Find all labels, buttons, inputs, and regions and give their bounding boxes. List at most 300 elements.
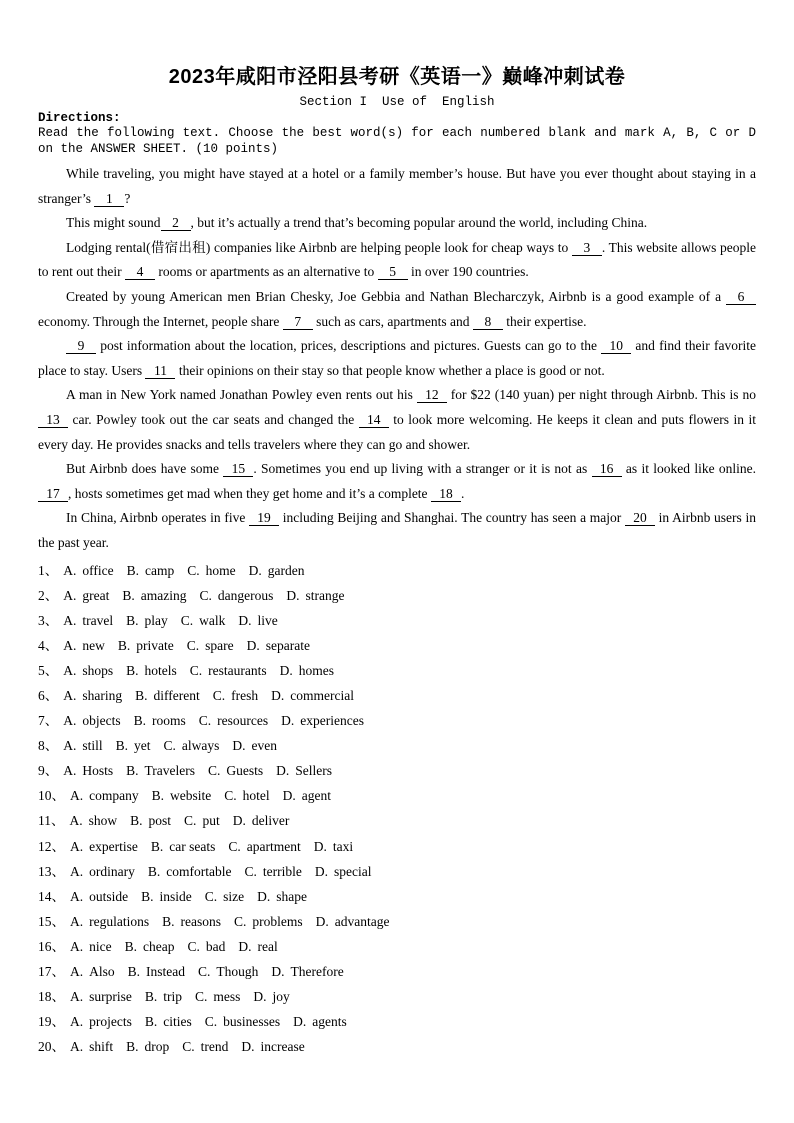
option-label: D.	[313, 838, 327, 854]
option-text: walk	[199, 612, 226, 628]
option-label: D.	[253, 989, 267, 1005]
option-text: even	[251, 738, 278, 754]
answer-option	[130, 813, 171, 828]
option-label: D.	[314, 863, 328, 879]
option-text: experiences	[300, 713, 364, 729]
answer-option	[70, 839, 138, 854]
option-text: put	[202, 813, 220, 829]
option-text: commercial	[290, 687, 354, 703]
answer-option	[247, 638, 310, 653]
question-list	[38, 558, 756, 1060]
option-text: company	[89, 788, 139, 804]
option-text: agent	[301, 788, 332, 804]
cloze-blank-8: 8	[473, 314, 503, 330]
option-text: trip	[163, 989, 183, 1005]
option-text: businesses	[223, 1014, 281, 1030]
answer-option	[228, 839, 300, 854]
option-text: rooms	[152, 713, 186, 729]
answer-option	[238, 939, 277, 954]
option-label: A.	[70, 1014, 84, 1030]
option-text: expertise	[89, 838, 138, 854]
option-label: B.	[144, 1014, 158, 1030]
question-row	[38, 758, 756, 783]
option-text: shift	[89, 1039, 114, 1055]
answer-option	[286, 588, 344, 603]
answer-option	[205, 1014, 280, 1029]
option-label: B.	[130, 813, 143, 829]
option-label: A.	[63, 687, 77, 703]
question-row	[38, 733, 756, 758]
question-row	[38, 608, 756, 633]
option-text: drop	[144, 1039, 170, 1055]
answer-option	[199, 588, 273, 603]
option-text: post	[148, 813, 172, 829]
option-text: size	[223, 888, 245, 904]
answer-option	[241, 1039, 304, 1054]
option-text: problems	[252, 913, 303, 929]
option-label: A.	[63, 713, 77, 729]
option-label: B.	[122, 587, 135, 603]
question-row	[38, 859, 756, 884]
option-label: A.	[63, 738, 77, 754]
question-number: 10、	[38, 788, 65, 804]
cloze-blank-11: 11	[145, 363, 175, 379]
option-label: B.	[147, 863, 161, 879]
option-label: A.	[70, 938, 84, 954]
option-label: D.	[246, 637, 260, 653]
option-label: A.	[63, 662, 77, 678]
option-label: D.	[276, 763, 290, 779]
question-number: 18、	[38, 989, 65, 1005]
option-text: real	[257, 938, 278, 954]
option-text: trend	[200, 1039, 229, 1055]
answer-option	[253, 989, 289, 1004]
question-number: 16、	[38, 938, 65, 954]
answer-option	[238, 613, 277, 628]
option-label: C.	[163, 738, 176, 754]
question-row	[38, 808, 756, 833]
answer-option	[244, 864, 301, 879]
option-text: objects	[82, 713, 121, 729]
option-label: A.	[70, 788, 84, 804]
option-label: A.	[63, 637, 77, 653]
option-text: new	[82, 637, 105, 653]
option-label: B.	[151, 788, 165, 804]
answer-option	[145, 989, 182, 1004]
option-label: C.	[199, 587, 212, 603]
option-label: D.	[286, 587, 300, 603]
answer-option	[233, 813, 290, 828]
cloze-blank-2: 2	[161, 215, 191, 231]
option-text: Hosts	[82, 763, 114, 779]
question-row	[38, 984, 756, 1009]
answer-option	[293, 1014, 347, 1029]
option-text: ordinary	[89, 863, 135, 879]
answer-option	[70, 989, 132, 1004]
option-text: show	[88, 813, 118, 829]
option-label: B.	[115, 738, 129, 754]
answer-option	[181, 613, 226, 628]
answer-option	[63, 613, 113, 628]
option-text: play	[144, 612, 168, 628]
option-text: increase	[260, 1039, 305, 1055]
answer-option	[70, 939, 112, 954]
answer-option	[122, 588, 186, 603]
answer-option	[128, 964, 185, 979]
option-text: camp	[145, 562, 175, 578]
option-label: B.	[117, 637, 131, 653]
option-label: B.	[126, 662, 139, 678]
answer-option	[182, 1039, 228, 1054]
option-label: B.	[126, 562, 139, 578]
option-label: C.	[184, 813, 197, 829]
option-label: B.	[141, 888, 154, 904]
question-row	[38, 683, 756, 708]
option-text: terrible	[262, 863, 302, 879]
option-text: hotel	[242, 788, 270, 804]
answer-option	[135, 688, 200, 703]
option-text: garden	[267, 562, 305, 578]
option-label: A.	[63, 763, 77, 779]
option-text: different	[153, 687, 200, 703]
option-label: B.	[126, 763, 139, 779]
cloze-blank-18: 18	[431, 486, 461, 502]
answer-option	[63, 713, 120, 728]
question-number: 5、	[38, 662, 59, 678]
option-label: A.	[70, 964, 84, 979]
answer-option	[63, 663, 113, 678]
option-text: Also	[89, 964, 115, 979]
option-label: C.	[189, 662, 203, 678]
option-label: D.	[271, 687, 285, 703]
option-text: fresh	[231, 687, 259, 703]
answer-option	[164, 738, 220, 753]
option-text: mess	[213, 989, 241, 1005]
answer-option	[63, 588, 109, 603]
cloze-blank-5: 5	[378, 264, 408, 280]
answer-option	[70, 1014, 132, 1029]
option-label: C.	[204, 888, 218, 904]
option-text: resources	[217, 713, 269, 729]
directions-text: Read the following text. Choose the best word(s) for each numbered blank and mark A, B, C or D on the ANSWER SHEET. (10 points)	[38, 126, 756, 156]
option-label: D.	[238, 938, 252, 954]
answer-option	[271, 964, 343, 979]
answer-option	[63, 638, 105, 653]
option-text: private	[136, 637, 174, 653]
answer-option	[70, 914, 149, 929]
cloze-blank-7: 7	[283, 314, 313, 330]
question-row	[38, 633, 756, 658]
answer-option	[152, 788, 212, 803]
answer-option	[187, 563, 235, 578]
answer-option	[70, 813, 118, 828]
option-text: home	[205, 562, 236, 578]
option-label: A.	[69, 813, 83, 829]
option-label: B.	[150, 838, 164, 854]
option-label: C.	[182, 1039, 195, 1055]
answer-option	[315, 864, 372, 879]
question-number: 6、	[38, 687, 59, 703]
option-text: cities	[163, 1014, 192, 1030]
question-number: 4、	[38, 637, 59, 653]
option-label: A.	[63, 612, 77, 628]
answer-option	[280, 663, 334, 678]
option-label: A.	[63, 562, 77, 578]
answer-option	[134, 713, 186, 728]
option-text: deliver	[251, 813, 290, 829]
option-text: still	[82, 738, 103, 754]
option-label: B.	[162, 913, 175, 929]
question-number: 20、	[38, 1039, 65, 1055]
question-row	[38, 959, 756, 984]
option-text: shape	[276, 888, 308, 904]
option-label: C.	[186, 637, 200, 653]
cloze-blank-4: 4	[125, 264, 155, 280]
answer-option	[188, 939, 226, 954]
answer-option	[151, 839, 216, 854]
option-text: inside	[159, 888, 192, 904]
cloze-blank-14: 14	[359, 412, 389, 428]
answer-option	[126, 763, 195, 778]
option-text: restaurants	[208, 662, 267, 678]
answer-option	[276, 763, 332, 778]
answer-option	[126, 663, 177, 678]
option-label: C.	[208, 763, 221, 779]
option-text: strange	[305, 587, 345, 603]
option-text: comfortable	[166, 863, 232, 879]
question-row	[38, 909, 756, 934]
option-label: B.	[127, 964, 141, 979]
question-number: 1、	[38, 562, 59, 578]
option-label: A.	[63, 587, 77, 603]
option-text: spare	[205, 637, 234, 653]
option-text: joy	[272, 989, 290, 1005]
option-text: office	[82, 562, 114, 578]
answer-option	[205, 889, 244, 904]
option-label: C.	[212, 687, 226, 703]
option-text: surprise	[89, 989, 132, 1005]
question-number: 3、	[38, 612, 59, 628]
answer-option	[116, 738, 151, 753]
question-row	[38, 834, 756, 859]
cloze-blank-13: 13	[38, 412, 68, 428]
question-row	[38, 658, 756, 683]
option-text: bad	[205, 938, 226, 954]
answer-option	[63, 688, 122, 703]
option-text: dangerous	[217, 587, 274, 603]
section-heading: Section I Use of English	[299, 95, 495, 109]
passage-paragraph: But Airbnb does have some 15 . Sometimes you end up living with a stranger or it is not as 16 as it looked like online. 17 , hosts sometimes get mad when they get home and it’s a complete 18 .	[38, 457, 756, 506]
answer-option	[195, 989, 240, 1004]
option-label: B.	[126, 1039, 139, 1055]
option-text: great	[82, 587, 110, 603]
cloze-blank-15: 15	[223, 461, 253, 477]
question-row	[38, 708, 756, 733]
answer-option	[63, 763, 113, 778]
passage-paragraph: 9 post information about the location, prices, descriptions and pictures. Guests can go to the 10 and find their favorite place to stay. Users 11 their opinions on their stay so that people know whether a place is good or not.	[38, 338, 756, 378]
question-number: 8、	[38, 738, 59, 754]
answer-option	[141, 889, 192, 904]
option-label: C.	[187, 938, 200, 954]
option-text: shops	[82, 662, 114, 678]
question-row	[38, 583, 756, 608]
question-row	[38, 934, 756, 959]
answer-option	[314, 839, 353, 854]
answer-option	[271, 688, 354, 703]
option-text: travel	[82, 612, 114, 628]
option-text: Instead	[146, 964, 186, 979]
option-text: agents	[312, 1014, 347, 1030]
question-row	[38, 558, 756, 583]
question-row	[38, 783, 756, 808]
question-number: 14、	[38, 888, 65, 904]
option-label: B.	[124, 938, 138, 954]
answer-option	[148, 864, 232, 879]
exam-title: 2023年咸阳市泾阳县考研《英语一》巅峰冲刺试卷	[168, 66, 626, 88]
option-text: cheap	[143, 938, 175, 954]
option-label: C.	[198, 964, 211, 979]
passage-paragraph: In China, Airbnb operates in five 19 including Beijing and Shanghai. The country has seen a major 20 in Airbnb users in the past year.	[38, 510, 756, 550]
option-label: A.	[70, 888, 84, 904]
answer-option	[184, 813, 220, 828]
cloze-blank-19: 19	[249, 510, 279, 526]
answer-option	[126, 613, 168, 628]
option-text: special	[333, 863, 372, 879]
answer-option	[213, 688, 258, 703]
answer-option	[127, 563, 175, 578]
option-label: C.	[244, 863, 257, 879]
option-label: C.	[198, 713, 212, 729]
option-text: taxi	[332, 838, 354, 854]
option-text: Sellers	[295, 763, 333, 779]
option-text: website	[170, 788, 212, 804]
question-number: 17、	[38, 964, 65, 979]
option-label: A.	[70, 989, 84, 1005]
answer-option	[125, 939, 175, 954]
option-label: D.	[257, 888, 271, 904]
option-text: Though	[216, 964, 259, 979]
passage-paragraph: This might sound 2 , but it’s actually a trend that’s becoming popular around the world, including China.	[66, 215, 648, 231]
option-text: projects	[89, 1014, 132, 1030]
passage-paragraph: Lodging rental(借宿出租) companies like Airbnb are helping people look for cheap ways to 3 . This website allows people to rent out their 4 rooms or apartments as an alternative to 5 in over 190 countries.	[38, 239, 756, 280]
option-text: Guests	[226, 763, 264, 779]
option-label: D.	[232, 813, 246, 829]
answer-option	[63, 563, 113, 578]
option-text: separate	[265, 637, 310, 653]
option-text: car seats	[169, 838, 216, 854]
option-text: apartment	[246, 838, 301, 854]
option-label: D.	[279, 662, 293, 678]
option-text: Therefore	[290, 964, 344, 979]
answer-option	[70, 1039, 113, 1054]
answer-option	[70, 864, 135, 879]
answer-option	[198, 964, 258, 979]
option-label: D.	[282, 788, 296, 804]
option-label: D.	[232, 738, 246, 754]
option-label: D.	[281, 713, 295, 729]
cloze-passage	[38, 162, 756, 556]
cloze-blank-9: 9	[66, 338, 96, 354]
option-text: amazing	[140, 587, 187, 603]
option-label: D.	[271, 964, 285, 979]
cloze-blank-10: 10	[601, 338, 631, 354]
passage-paragraph: Created by young American men Brian Chesky, Joe Gebbia and Nathan Blecharczyk, Airbnb is a good example of a 6 economy. Through the Internet, people share 7 such as cars, apartments and 8 their expertise.	[38, 285, 756, 334]
question-number: 19、	[38, 1014, 65, 1030]
question-number: 11、	[38, 813, 65, 829]
answer-option	[70, 788, 139, 803]
cloze-blank-3: 3	[572, 240, 602, 256]
answer-option	[199, 713, 268, 728]
option-label: A.	[70, 913, 84, 929]
option-text: regulations	[89, 913, 150, 929]
option-label: B.	[144, 989, 158, 1005]
option-text: advantage	[334, 913, 390, 929]
question-number: 15、	[38, 913, 65, 929]
answer-option	[118, 638, 174, 653]
answer-option	[283, 788, 331, 803]
answer-option	[187, 638, 234, 653]
option-text: outside	[89, 888, 129, 904]
answer-option	[63, 738, 102, 753]
passage-paragraph: While traveling, you might have stayed at a hotel or a family member’s house. But have you ever thought about staying in a stranger’s 1 ?	[38, 166, 756, 206]
answer-option	[224, 788, 269, 803]
question-row	[38, 1009, 756, 1034]
option-label: C.	[224, 788, 237, 804]
answer-option	[126, 1039, 169, 1054]
cloze-blank-6: 6	[726, 289, 756, 305]
option-text: Travelers	[144, 763, 196, 779]
answer-option	[232, 738, 277, 753]
option-text: reasons	[180, 913, 222, 929]
option-label: C.	[195, 989, 208, 1005]
option-text: sharing	[82, 687, 123, 703]
question-number: 13、	[38, 863, 65, 879]
option-label: D.	[315, 913, 329, 929]
option-label: D.	[241, 1039, 255, 1055]
option-label: B.	[133, 713, 147, 729]
option-text: hotels	[144, 662, 177, 678]
cloze-blank-16: 16	[592, 461, 622, 477]
option-label: D.	[238, 612, 252, 628]
question-number: 2、	[38, 587, 59, 603]
answer-option	[145, 1014, 192, 1029]
option-text: always	[181, 738, 220, 754]
option-text: nice	[89, 938, 112, 954]
option-label: A.	[70, 863, 84, 879]
option-text: live	[257, 612, 278, 628]
question-number: 12、	[38, 838, 65, 854]
option-label: A.	[70, 1039, 84, 1055]
cloze-blank-20: 20	[625, 510, 655, 526]
option-label: C.	[234, 913, 247, 929]
answer-option	[257, 889, 307, 904]
option-text: yet	[134, 738, 151, 754]
option-label: C.	[228, 838, 241, 854]
answer-option	[208, 763, 263, 778]
answer-option	[162, 914, 221, 929]
cloze-blank-17: 17	[38, 486, 68, 502]
option-label: C.	[187, 562, 200, 578]
directions-label: Directions:	[38, 111, 121, 125]
answer-option	[70, 964, 115, 979]
question-number: 9、	[38, 763, 59, 779]
option-label: B.	[135, 687, 148, 703]
question-number: 7、	[38, 713, 59, 729]
answer-option	[281, 713, 364, 728]
option-label: C.	[204, 1014, 218, 1030]
passage-paragraph: A man in New York named Jonathan Powley even rents out his 12 for $22 (140 yuan) per night through Airbnb. This is no 13 car. Powley took out the car seats and changed the 14 to look more welcoming. He keeps it clean and puts flowers in it every day. He provides snacks and tells travelers where they can go and shower.	[38, 387, 756, 452]
answer-option	[190, 663, 267, 678]
